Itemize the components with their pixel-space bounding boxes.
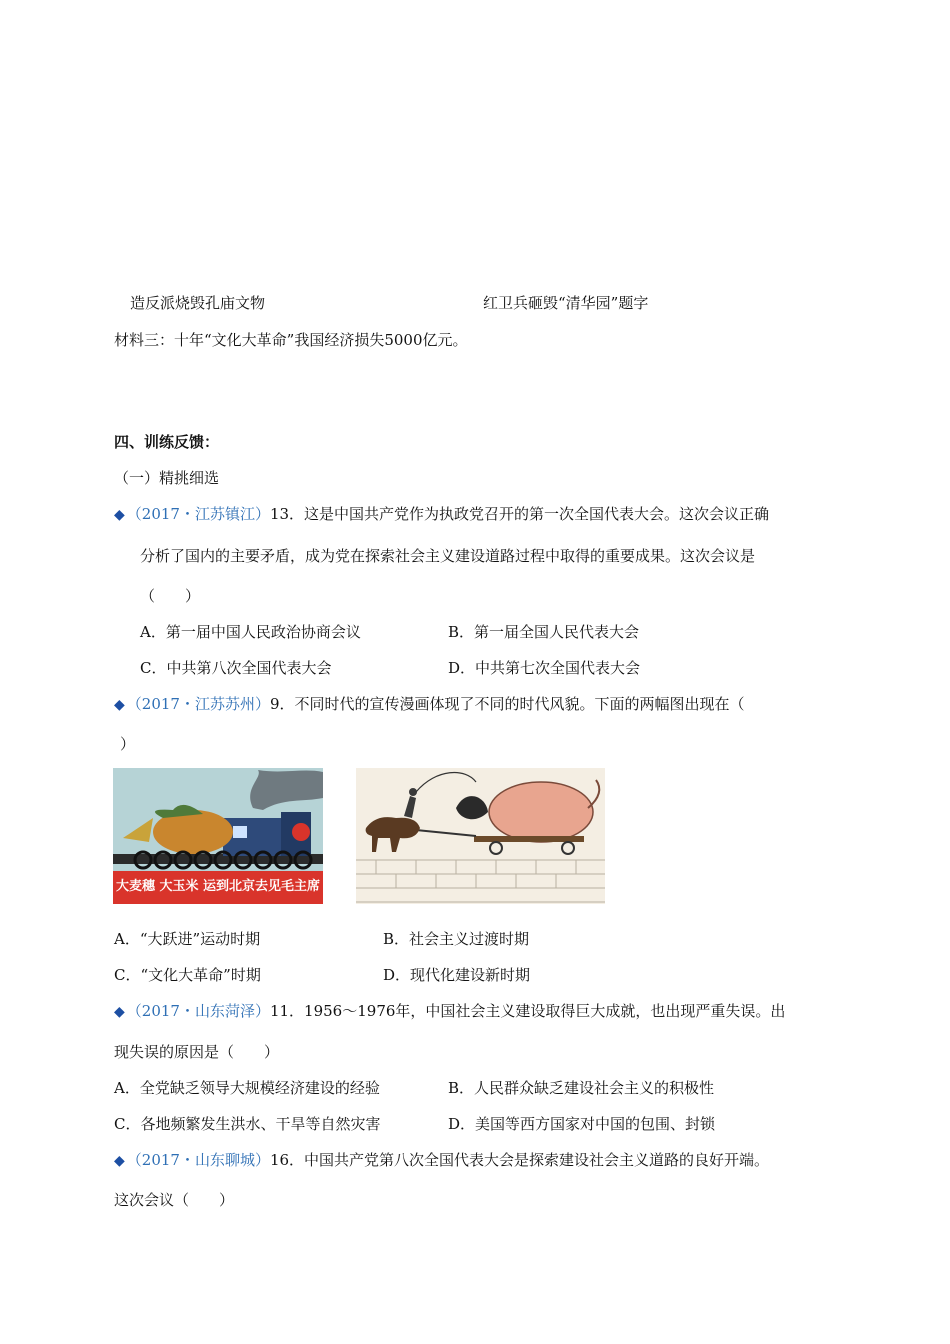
question-9 [114,694,745,715]
caption-left: 造反派烧毁孔庙文物 [130,294,266,312]
poster-slogan: 大麦穗 大玉米 运到北京去见毛主席 [115,879,321,894]
question-text: 9．不同时代的宣传漫画体现了不同的时代风貌。下面的两幅图出现在（ [269,695,745,713]
option-c: C．中共第八次全国代表大会 [140,659,332,677]
question-source: （2017・江苏镇江） [126,505,270,523]
ox-cart-poster-image [356,768,605,904]
question-16-line2: 这次会议（ ） [114,1191,235,1209]
question-9-bracket: ） [120,735,136,753]
option-d: D．美国等西方国家对中国的包围、封锁 [448,1115,716,1133]
option-c: C．各地频繁发生洪水、干旱等自然灾害 [114,1115,381,1133]
question-text: 16．中国共产党第八次全国代表大会是探索建设社会主义道路的良好开端。 [269,1151,770,1169]
question-11 [114,1001,785,1022]
question-source: （2017・山东菏泽） [126,1002,270,1020]
question-text: 13．这是中国共产党作为执政党召开的第一次全国代表大会。这次会议正确 [269,505,770,523]
section-heading: 四、训练反馈： [114,433,220,451]
train-poster-image [113,768,323,904]
option-c: C．“文化大革命”时期 [114,966,261,984]
option-d: D．中共第七次全国代表大会 [448,659,641,677]
diamond-icon: ◆ [114,1153,125,1169]
diamond-icon: ◆ [114,1004,125,1020]
option-d: D．现代化建设新时期 [383,966,531,984]
question-13 [114,504,769,525]
option-a: A．全党缺乏领导大规模经济建设的经验 [114,1079,380,1097]
question-11-line2: 现失误的原因是（ ） [114,1043,280,1061]
diamond-icon: ◆ [114,697,125,713]
option-a: A．“大跃进”运动时期 [114,930,261,948]
caption-right: 红卫兵砸毁“清华园”题字 [483,294,649,312]
question-text: 11．1956～1976年，中国社会主义建设取得巨大成就，也出现严重失误。出 [269,1002,786,1020]
option-b: B．人民群众缺乏建设社会主义的积极性 [448,1079,715,1097]
option-b: B．社会主义过渡时期 [383,930,530,948]
question-16 [114,1150,769,1171]
question-source: （2017・江苏苏州） [126,695,270,713]
question-13-line2: 分析了国内的主要矛盾，成为党在探索社会主义建设道路过程中取得的重要成果。这次会议是 [140,547,756,565]
subsection-heading: （一）精挑细选 [114,469,220,487]
material-three: 材料三：十年“文化大革命”我国经济损失5000亿元。 [114,331,468,349]
question-13-bracket: （ ） [140,587,201,605]
question-source: （2017・山东聊城） [126,1151,270,1169]
option-b: B．第一届全国人民代表大会 [448,623,640,641]
diamond-icon: ◆ [114,507,125,523]
option-a: A．第一届中国人民政治协商会议 [140,623,361,641]
ox-cart-illustration [356,768,605,904]
